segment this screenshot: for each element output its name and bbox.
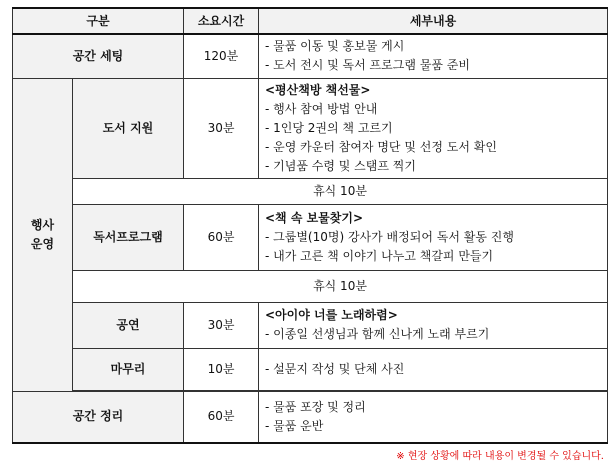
- operation-label: [13, 78, 73, 391]
- operation-label-line2: 운영: [30, 236, 55, 251]
- break-1: 휴식 10분: [73, 178, 608, 204]
- header-duration: 소요시간: [184, 8, 259, 34]
- closing-label: 마무리: [73, 348, 184, 390]
- performance-duration: 30분: [184, 302, 259, 348]
- row-cleanup: [13, 391, 608, 443]
- book-support-program-title: <평산책방 책선물>: [265, 82, 371, 97]
- header-row: [13, 8, 608, 34]
- list-item: - 행사 참여 방법 안내: [265, 101, 378, 116]
- cleanup-details: [259, 391, 608, 443]
- row-closing: [13, 348, 608, 390]
- list-item: - 기념품 수령 및 스탬프 찍기: [265, 158, 416, 173]
- schedule-table: [12, 7, 608, 444]
- performance-program-title: <아이야 너를 노래하렴>: [265, 308, 398, 322]
- row-break-1: [13, 178, 608, 204]
- reading-program-duration: 60분: [184, 204, 259, 270]
- list-item: - 도서 전시 및 독서 프로그램 물품 준비: [265, 58, 470, 73]
- cleanup-duration: 60분: [184, 391, 259, 443]
- book-support-label: 도서 지원: [73, 78, 184, 178]
- list-item: - 물품 운반: [265, 418, 324, 433]
- list-item: - 그룹별(10명) 강사가 배정되어 독서 활동 진행: [265, 229, 514, 244]
- setup-label: 공간 세팅: [13, 34, 184, 78]
- row-setup: [13, 34, 608, 78]
- header-category: 구분: [13, 8, 184, 34]
- list-item: - 물품 포장 및 정리: [265, 399, 366, 414]
- book-support-duration: 30분: [184, 78, 259, 178]
- cleanup-label: 공간 정리: [13, 391, 184, 443]
- row-performance: [13, 302, 608, 348]
- list-item: - 운영 카운터 참여자 명단 및 선정 도서 확인: [265, 139, 497, 154]
- reading-program-label: 독서프로그램: [73, 204, 184, 270]
- row-reading-program: [13, 204, 608, 270]
- break-2: 휴식 10분: [73, 270, 608, 302]
- list-item: - 내가 고른 책 이야기 나누고 책갈피 만들기: [265, 248, 494, 263]
- reading-program-title: <책 속 보물찾기>: [265, 210, 364, 225]
- performance-details: [259, 302, 608, 348]
- operation-label-line1: 행사: [30, 217, 55, 232]
- list-item: - 이종일 선생님과 함께 신나게 노래 부르기: [265, 327, 490, 341]
- setup-details: [259, 34, 608, 78]
- reading-program-details: [259, 204, 608, 270]
- list-item: - 물품 이동 및 홍보물 게시: [265, 39, 405, 54]
- header-details: 세부내용: [259, 8, 608, 34]
- closing-duration: 10분: [184, 348, 259, 390]
- book-support-details: [259, 78, 608, 178]
- row-book-support: [13, 78, 608, 178]
- closing-details: [259, 348, 608, 390]
- setup-duration: 120분: [184, 34, 259, 78]
- footnote: ※ 현장 상황에 따라 내용이 변경될 수 있습니다.: [396, 451, 604, 462]
- performance-label: 공연: [73, 302, 184, 348]
- list-item: - 1인당 2권의 책 고르기: [265, 120, 393, 135]
- list-item: - 설문지 작성 및 단체 사진: [265, 361, 405, 376]
- row-break-2: [13, 270, 608, 302]
